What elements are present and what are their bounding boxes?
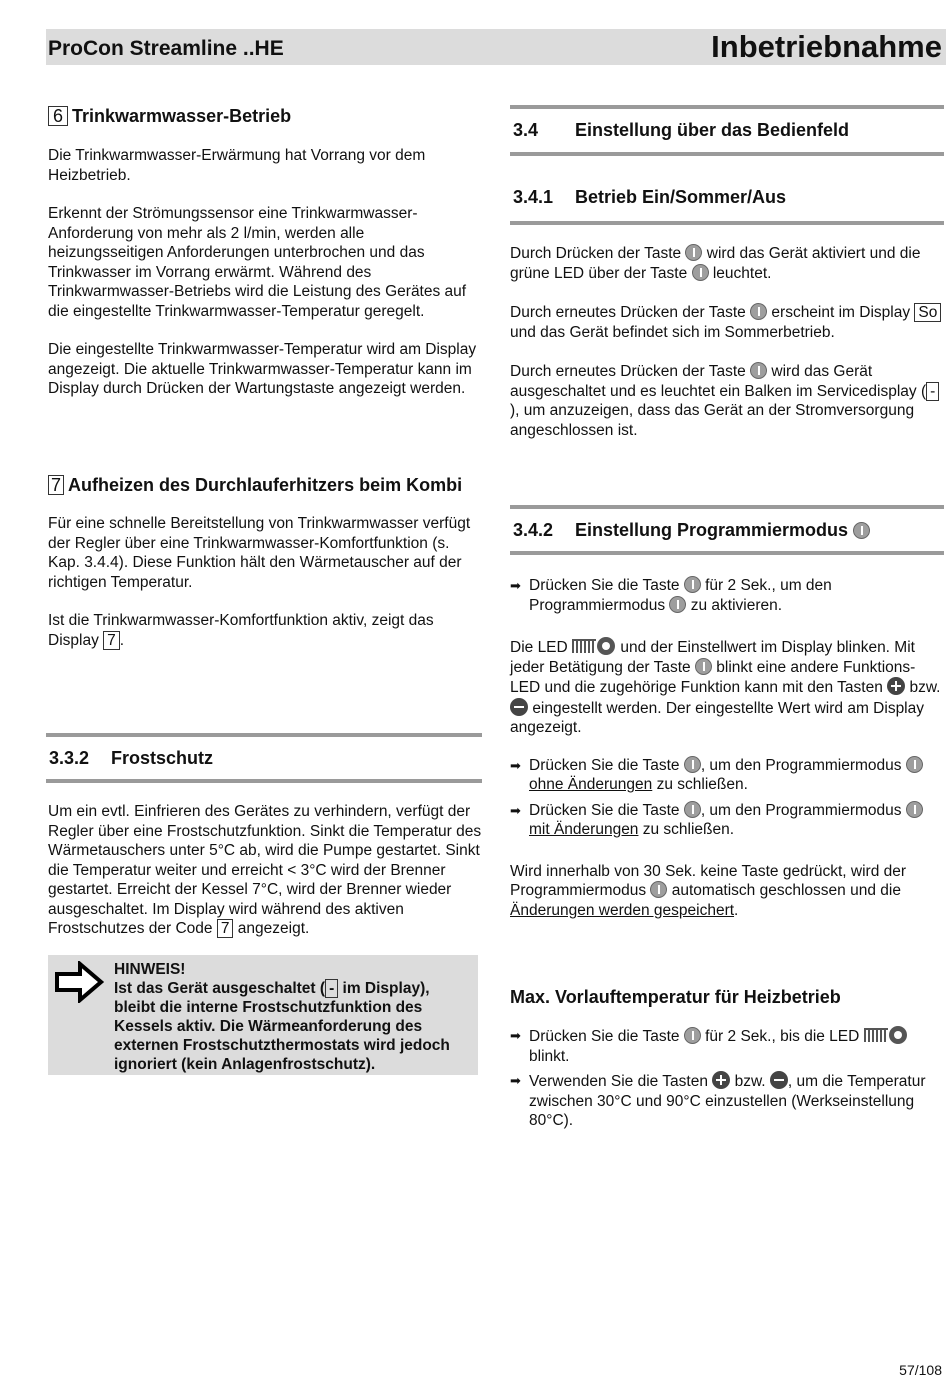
- max-step-1-text-2: für 2 Sek., bis die LED: [705, 1028, 860, 1045]
- max-step-1: [510, 1026, 944, 1066]
- prog-step-1-text-3: zu aktivieren.: [690, 596, 783, 614]
- section-3-4-1-title: Betrieb Ein/Sommer/Aus: [575, 187, 787, 207]
- prog-step-3-text-2: , um den Programmiermodus: [700, 801, 902, 819]
- hint-arrow-icon: [54, 961, 104, 1003]
- info-button-icon: [685, 244, 702, 261]
- timeout-paragraph: [510, 862, 944, 921]
- summer-paragraph: [510, 303, 944, 342]
- section-3-3-2-body: [48, 802, 482, 939]
- info-button-icon: [750, 362, 767, 379]
- power-off-paragraph: [510, 362, 944, 440]
- section-7-para-2: [48, 611, 482, 650]
- section-7-title: [48, 474, 482, 497]
- bullet-arrow-icon: ➡: [510, 578, 521, 593]
- info-button-icon: [684, 801, 701, 818]
- prog-step-2-text-1: Drücken Sie die Taste: [529, 756, 680, 774]
- section-7-para-2-end: .: [119, 631, 125, 649]
- section-6-para-1: Die Trinkwarmwasser-Erwärmung hat Vorrang vor dem Heizbetrieb.: [48, 147, 426, 184]
- display-code-dash: -: [325, 979, 338, 998]
- section-3-4-2-title-text: Einstellung Programmiermodus: [575, 520, 849, 540]
- prog-step-3-text-3: zu schließen.: [642, 821, 735, 838]
- info-button-icon: [692, 264, 709, 281]
- section-3-3-2-header: [46, 733, 482, 783]
- info-button-icon: [669, 596, 686, 613]
- timeout-text-3: .: [734, 901, 739, 919]
- section-3-4-2-header: [510, 505, 944, 555]
- power-off-text-2: wird das Gerät ausgeschaltet und es leuchtet ein Balken im Servicedisplay (: [510, 363, 927, 400]
- max-flow-title: Max. Vorlauftemperatur für Heizbetrieb: [510, 987, 841, 1007]
- page-number: 57/108: [899, 1362, 942, 1378]
- prog-step-2: [510, 756, 944, 795]
- hint-label: HINWEIS!: [114, 961, 186, 978]
- bullet-arrow-icon: ➡: [510, 1073, 521, 1088]
- bullet-arrow-icon: ➡: [510, 757, 521, 773]
- hint-text: [114, 960, 474, 1074]
- radiator-led-icon: [864, 1026, 908, 1044]
- prog-step-3: [510, 801, 944, 840]
- section-6: [48, 105, 482, 399]
- info-button-icon: [750, 303, 767, 320]
- section-3-4-header: [510, 105, 944, 156]
- max-step-2-text-1: Verwenden Sie die Tasten: [529, 1073, 708, 1090]
- led-text-1: Die LED: [510, 639, 568, 656]
- section-3-4-title: Einstellung über das Bedienfeld: [575, 120, 850, 140]
- summer-text-2: erscheint im Display: [771, 304, 911, 321]
- power-on-text-1: Durch Drücken der Taste: [510, 245, 682, 262]
- prog-step-1: [510, 576, 944, 615]
- section-3-4-2-number: 3.4.2: [513, 520, 554, 540]
- frost-text: Um ein evtl. Einfrieren des Gerätes zu verhindern, verfügt der Regler über eine Frostschutzfunktion. Sinkt die Temperatur des Wärmetauschers unter 5°C ab, wird die Pumpe gestartet. Sinkt die Temperatur weiter und erreicht < 3°C wird der Brenner gestartet. Erreicht der Kessel 7°C, wird der Brenner wieder ausgeschaltet. Im Display wird während des aktiven Frostschutzes der Code: [48, 803, 482, 937]
- section-3-4-number: 3.4: [513, 120, 539, 140]
- info-button-icon: [906, 801, 923, 818]
- section-3-4-2-body: [510, 576, 944, 920]
- section-6-title: [48, 105, 482, 128]
- display-code-dash-2: -: [926, 382, 939, 401]
- led-text-2: und der Einstellwert im Display blinken. Mit jeder Betätigung der Taste: [510, 639, 915, 676]
- minus-button-icon: [770, 1071, 788, 1089]
- section-3-4-1-header: [510, 175, 944, 225]
- max-step-2: [510, 1071, 944, 1131]
- chapter-title: Inbetriebnahme: [711, 29, 942, 64]
- max-flow-section: [510, 986, 944, 1131]
- section-7-para-2-text: Ist die Trinkwarmwasser-Komfortfunktion aktiv, zeigt das Display: [48, 612, 434, 649]
- prog-step-1-text-1: Drücken Sie die Taste: [529, 577, 680, 594]
- plus-button-icon: [712, 1071, 730, 1089]
- summer-text-1: Durch erneutes Drücken der Taste: [510, 304, 746, 321]
- timeout-text-2: automatisch geschlossen und die: [671, 882, 901, 899]
- max-step-1-text-3: blinkt.: [529, 1047, 570, 1065]
- section-7-para-1: Für eine schnelle Bereitstellung von Trinkwarmwasser verfügt der Regler über eine Trinkwarmwasser-Komfortfunktion (s. Kap. 3.4.4). Diese Funktion hält den Wärmetauscher auf der richtigen Temperatur.: [48, 515, 471, 591]
- info-button-icon: [684, 576, 701, 593]
- display-code-7: 7: [103, 631, 120, 650]
- power-on-text-3: leuchtet.: [712, 264, 772, 282]
- hint-box: [48, 955, 478, 1075]
- hint-text-2: im Display), bleibt die interne Frostschutzfunktion des Kessels aktiv. Die Wärmeanforderung des externen Frostschutzthermostats wird jedoch ignoriert (kein Anlagenfrostschutz).: [114, 980, 450, 1073]
- info-button-icon: [695, 658, 712, 675]
- led-paragraph: [510, 637, 944, 738]
- prog-step-1-text-2: für 2 Sek., um den Programmiermodus: [529, 577, 832, 614]
- led-text-5: eingestellt werden. Der eingestellte Wert wird am Display angezeigt.: [510, 699, 924, 736]
- frost-text-end: angezeigt.: [237, 920, 310, 937]
- section-6-heading: Trinkwarmwasser-Betrieb: [72, 106, 292, 126]
- minus-button-icon: [510, 698, 528, 716]
- display-code-7-frost: 7: [217, 919, 234, 938]
- info-button-icon: [650, 881, 667, 898]
- prog-step-3-text-1: Drücken Sie die Taste: [529, 801, 680, 819]
- section-3-3-2-title: Frostschutz: [111, 748, 214, 768]
- info-button-icon: [906, 756, 923, 773]
- section-7-number: 7: [48, 475, 64, 495]
- prog-step-2-text-2: , um den Programmiermodus: [700, 756, 902, 774]
- product-title: ProCon Streamline ..HE: [48, 37, 284, 60]
- timeout-text-1: Wird innerhalb von 30 Sek. keine Taste gedrückt, wird der Programmiermodus: [510, 862, 907, 899]
- power-off-text-3: ), um anzuzeigen, dass das Gerät an der Stromversorgung angeschlossen ist.: [510, 402, 915, 439]
- display-code-so: So: [914, 303, 941, 322]
- summer-text-3: und das Gerät befindet sich im Sommerbetrieb.: [510, 323, 835, 341]
- prog-step-2-text-3: zu schließen.: [656, 776, 748, 793]
- section-7-heading: Aufheizen des Durchlauferhitzers beim Kombi: [68, 475, 463, 495]
- section-6-para-3: Die eingestellte Trinkwarmwasser-Temperatur wird am Display angezeigt. Die aktuelle Trinkwarmwasser-Temperatur kann im Display durch Drücken der Wartungstaste angezeigt werden.: [48, 341, 477, 397]
- frost-paragraph: [48, 802, 482, 939]
- section-7: [48, 474, 482, 650]
- changes-saved-text: Änderungen werden gespeichert: [510, 901, 735, 919]
- without-changes-text: ohne Änderungen: [529, 776, 653, 793]
- with-changes-text: mit Änderungen: [529, 821, 639, 838]
- max-step-1-text-1: Drücken Sie die Taste: [529, 1028, 680, 1045]
- section-3-4-2-title: [575, 521, 870, 541]
- info-button-icon: [684, 756, 701, 773]
- max-step-2-text-3: , um die Temperatur zwischen 30°C und 90°C einzustellen (Werkseinstellung 80°C).: [529, 1073, 926, 1129]
- section-3-4-1-body: [510, 244, 944, 440]
- bullet-arrow-icon: ➡: [510, 802, 521, 818]
- power-on-paragraph: [510, 244, 944, 283]
- led-text-4: bzw.: [909, 679, 941, 696]
- max-step-2-text-2: bzw.: [734, 1073, 766, 1090]
- section-3-3-2-number: 3.3.2: [49, 748, 90, 768]
- plus-button-icon: [887, 677, 905, 695]
- section-6-number: 6: [48, 106, 68, 126]
- power-on-text-2: wird das Gerät aktiviert und die grüne LED über der Taste: [510, 245, 921, 282]
- info-button-icon: [684, 1027, 701, 1044]
- led-text-3: blinkt eine andere Funktions-LED und die zugehörige Funktion kann mit den Tasten: [510, 658, 916, 696]
- section-3-4-1-number: 3.4.1: [513, 187, 554, 207]
- bullet-arrow-icon: ➡: [510, 1028, 521, 1043]
- page-header: [46, 29, 946, 65]
- info-button-icon: [853, 522, 870, 539]
- hint-text-1: Ist das Gerät ausgeschaltet (: [114, 980, 326, 997]
- power-off-text-1: Durch erneutes Drücken der Taste: [510, 363, 746, 380]
- section-6-para-2: Erkennt der Strömungssensor eine Trinkwarmwasser-Anforderung von mehr als 2 l/min, werden alle heizungsseitigen Anforderungen unterbrochen und das Trinkwasser im Vorrang erwärmt. Während des Trinkwarmwasser-Betriebs wird die Leistung des Gerätes auf die eingestellte Trinkwarmwasser-Temperatur geregelt.: [48, 205, 467, 320]
- radiator-led-icon: [572, 637, 616, 655]
